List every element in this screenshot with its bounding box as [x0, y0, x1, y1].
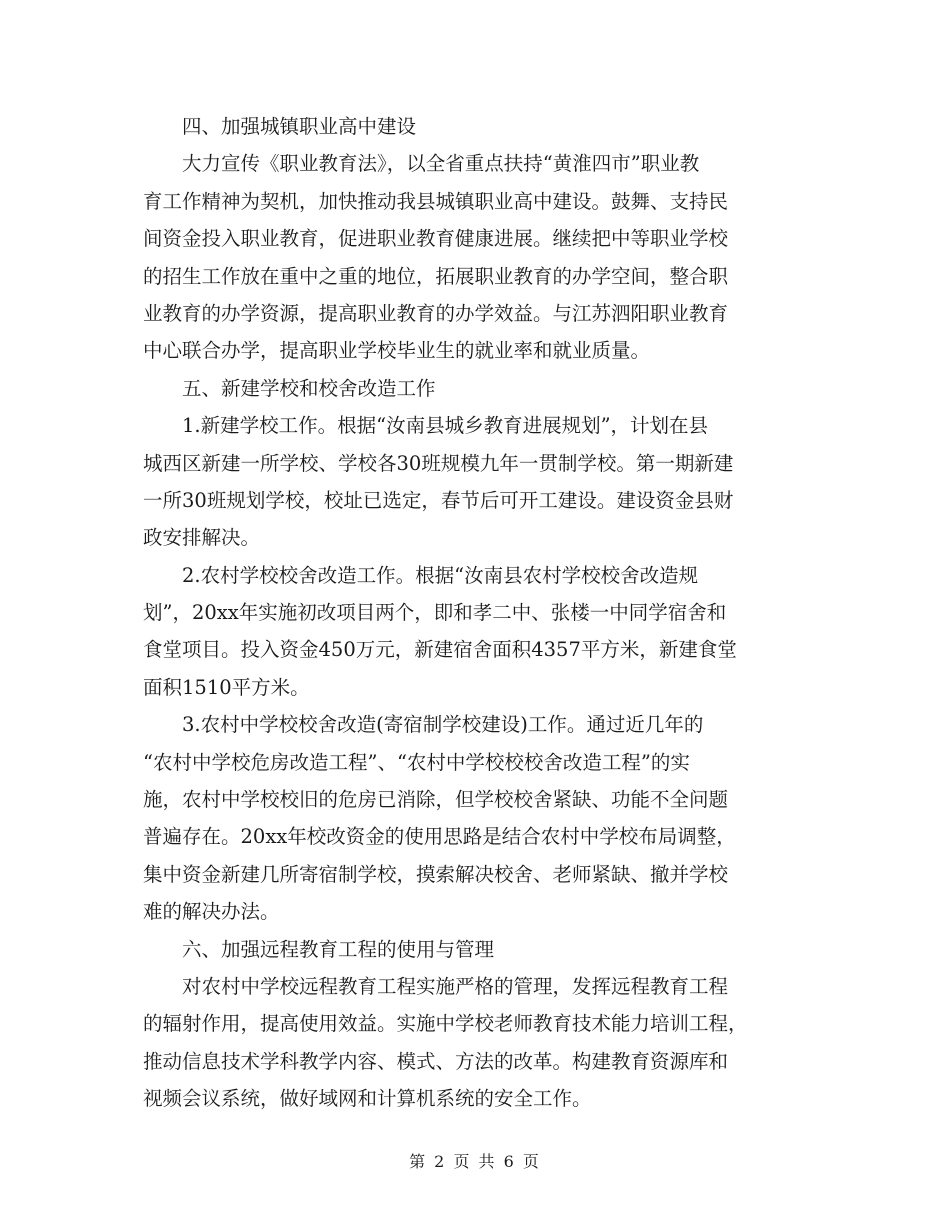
paragraph-line: 划”，20xx年实施初改项目两个，即和孝二中、张楼一中同学宿舍和: [143, 601, 727, 625]
section-heading-6: 六、加强远程教育工程的使用与管理: [143, 937, 495, 961]
page-number-footer: 第 2 页 共 6 页: [409, 1152, 541, 1171]
paragraph-line: 3.农村中学校校舍改造(寄宿制学校建设)工作。通过近几年的: [143, 713, 704, 737]
paragraph-line: 育工作精神为契机，加快推动我县城镇职业高中建设。鼓舞、支持民: [143, 189, 729, 213]
paragraph-line: 政安排解决。: [143, 526, 261, 550]
paragraph-line: 1.新建学校工作。根据“汝南县城乡教育进展规划”，计划在县: [143, 414, 709, 438]
paragraph-line: 2.农村学校校舍改造工作。根据“汝南县农村学校校舍改造规: [143, 563, 699, 587]
paragraph-line: 中心联合办学，提高职业学校毕业生的就业率和就业质量。: [143, 339, 651, 363]
paragraph-line: 的招生工作放在重中之重的地位，拓展职业教育的办学空间，整合职: [143, 264, 729, 288]
paragraph-line: 间资金投入职业教育，促进职业教育健康进展。继续把中等职业学校: [143, 227, 729, 251]
paragraph-line: 面积1510平方米。: [143, 675, 310, 699]
paragraph-line: 食堂项目。投入资金450万元，新建宿舍面积4357平方米，新建食堂: [143, 638, 737, 662]
section-heading-4: 四、加强城镇职业高中建设: [143, 115, 417, 138]
paragraph-line: 视频会议系统，做好域网和计算机系统的安全工作。: [143, 1087, 592, 1111]
paragraph-line: 难的解决办法。: [143, 900, 280, 924]
paragraph-line: 城西区新建一所学校、学校各30班规模九年一贯制学校。第一期新建: [143, 451, 734, 475]
paragraph-line: 普遍存在。20xx年校改资金的使用思路是结合农村中学校布局调整，: [143, 825, 736, 849]
paragraph-line: 推动信息技术学科教学内容、模式、方法的改革。构建教育资源库和: [143, 1049, 729, 1073]
paragraph-line: 大力宣传《职业教育法》，以全省重点扶持“黄淮四市”职业教: [143, 152, 700, 176]
paragraph-line: 集中资金新建几所寄宿制学校，摸索解决校舍、老师紧缺、撤并学校: [143, 862, 729, 886]
section-heading-5: 五、新建学校和校舍改造工作: [143, 376, 436, 400]
paragraph-line: 对农村中学校远程教育工程实施严格的管理，发挥远程教育工程: [143, 974, 729, 998]
paragraph-line: 的辐射作用，提高使用效益。实施中学校老师教育技术能力培训工程，: [143, 1012, 748, 1036]
paragraph-line: 业教育的办学资源，提高职业教育的办学效益。与江苏泗阳职业教育: [143, 301, 729, 325]
paragraph-line: “农村中学校危房改造工程”、“农村中学校校校舍改造工程”的实: [143, 750, 690, 774]
paragraph-line: 施，农村中学校校旧的危房已消除，但学校校舍紧缺、功能不全问题: [143, 788, 729, 812]
paragraph-line: 一所30班规划学校，校址已选定，春节后可开工建设。建设资金县财: [143, 488, 734, 512]
document-body: [143, 108, 803, 1118]
